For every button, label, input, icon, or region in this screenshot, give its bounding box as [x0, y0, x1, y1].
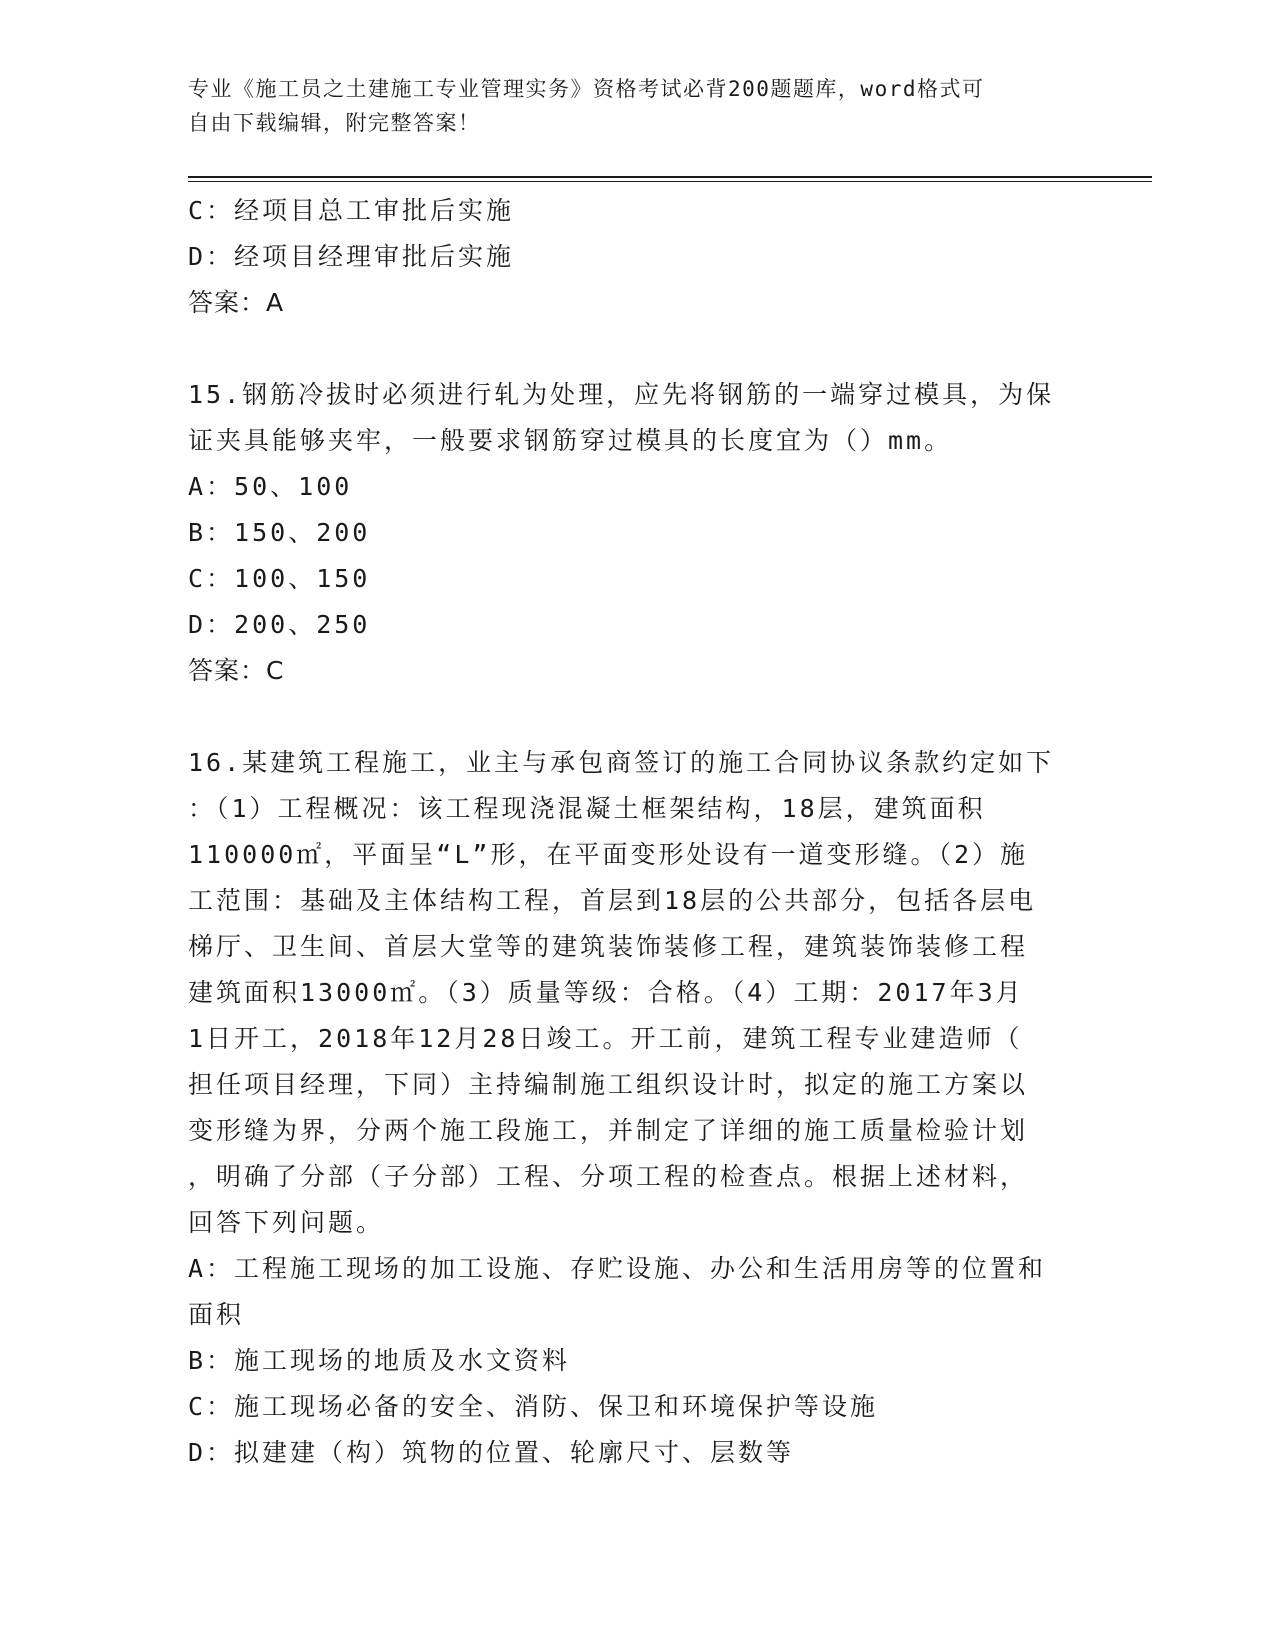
q16-stem-line: ：（1）工程概况：该工程现浇混凝土框架结构，18层，建筑面积	[188, 794, 986, 823]
spacer	[188, 326, 1088, 372]
q16-stem-line: 担任项目经理，下同）主持编制施工组织设计时，拟定的施工方案以	[188, 1070, 1029, 1099]
question-14-tail	[188, 188, 1088, 326]
q15-answer: 答案：C	[188, 656, 285, 685]
q16-option-c: C：施工现场必备的安全、消防、保卫和环境保护等设施	[188, 1392, 879, 1421]
q15-option-a: A：50、100	[188, 472, 353, 501]
q16-stem-line: 建筑面积13000㎡。（3）质量等级：合格。（4）工期：2017年3月	[188, 978, 1024, 1007]
spacer	[188, 694, 1088, 740]
q14-option-c: C：经项目总工审批后实施	[188, 196, 515, 225]
q16-option-a-line-2: 面积	[188, 1300, 245, 1329]
header-line-2: 自由下载编辑，附完整答案！	[188, 111, 481, 135]
q16-stem-line: ，明确了分部（子分部）工程、分项工程的检查点。根据上述材料，	[188, 1162, 1029, 1191]
q16-stem-line: 1日开工，2018年12月28日竣工。开工前，建筑工程专业建造师（	[188, 1024, 1023, 1053]
q14-answer: 答案：A	[188, 288, 285, 317]
q16-stem-line: 16.某建筑工程施工，业主与承包商签订的施工合同协议条款约定如下	[188, 748, 1055, 777]
header-divider-thick	[188, 176, 1152, 178]
q15-stem-line-1: 15.钢筋冷拔时必须进行轧为处理，应先将钢筋的一端穿过模具，为保	[188, 380, 1055, 409]
q16-stem-line: 回答下列问题。	[188, 1208, 385, 1237]
q16-option-a-line-1: A：工程施工现场的加工设施、存贮设施、办公和生活用房等的位置和	[188, 1254, 1047, 1283]
q16-stem-line: 工范围：基础及主体结构工程，首层到18层的公共部分，包括各层电	[188, 886, 1037, 915]
question-16	[188, 740, 1088, 1476]
q14-option-d: D：经项目经理审批后实施	[188, 242, 515, 271]
q15-option-d: D：200、250	[188, 610, 371, 639]
q16-option-b: B：施工现场的地质及水文资料	[188, 1346, 571, 1375]
q15-stem-line-2: 证夹具能够夹牢，一般要求钢筋穿过模具的长度宜为（）mm。	[188, 426, 953, 455]
q16-stem-line: 110000㎡，平面呈“L”形，在平面变形处设有一道变形缝。（2）施	[188, 840, 1029, 869]
q16-stem-line: 梯厅、卫生间、首层大堂等的建筑装饰装修工程，建筑装饰装修工程	[188, 932, 1029, 961]
question-15	[188, 372, 1088, 694]
document-header	[188, 72, 1068, 140]
document-body	[188, 188, 1088, 1476]
q16-option-d: D：拟建建（构）筑物的位置、轮廓尺寸、层数等	[188, 1438, 795, 1467]
q15-option-c: C：100、150	[188, 564, 371, 593]
header-divider-thin	[188, 181, 1152, 182]
q16-stem-line: 变形缝为界，分两个施工段施工，并制定了详细的施工质量检验计划	[188, 1116, 1029, 1145]
header-line-1: 专业《施工员之土建施工专业管理实务》资格考试必背200题题库，word格式可	[188, 77, 985, 101]
q15-option-b: B：150、200	[188, 518, 371, 547]
